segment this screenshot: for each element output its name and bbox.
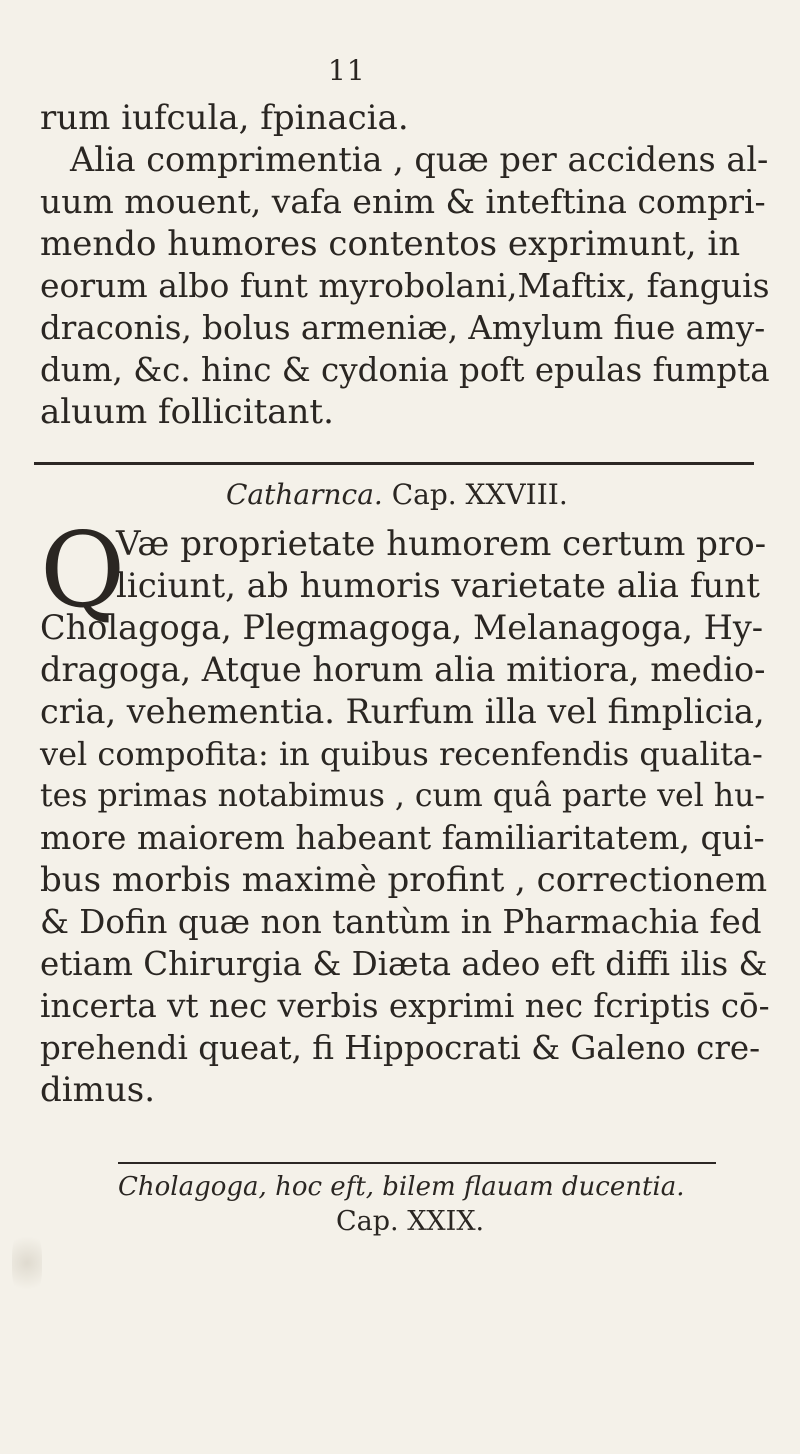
page-number: 11: [328, 54, 366, 87]
text-line: Væ proprietate humorem certum pro-: [116, 524, 767, 564]
section-heading: [226, 478, 568, 511]
text-line: dimus.: [40, 1070, 156, 1110]
section-heading: [118, 1172, 685, 1202]
text-line: mendo humores contentos exprimunt, in: [40, 224, 741, 264]
text-line: dum, &c. hinc & cydonia poft epulas fumpta: [40, 351, 770, 389]
text-line: aluum follicitant.: [40, 392, 334, 432]
paper-stain: [12, 1228, 42, 1298]
text-line: cria, vehementia. Rurfum illa vel fimplicia,: [40, 692, 765, 731]
section-divider: [118, 1162, 716, 1164]
text-line: dragoga, Atque horum alia mitiora, medio-: [40, 650, 766, 689]
chapter-number: Cap. XXIX.: [336, 1206, 485, 1237]
text-line: tes primas notabimus , cum quâ parte vel hu-: [40, 778, 766, 814]
text-line: draconis, bolus armeniæ, Amylum fiue amy-: [40, 309, 766, 347]
section-divider: [34, 462, 754, 465]
text-line: etiam Chirurgia & Diæta adeo eft diffi ilis &: [40, 945, 768, 983]
text-line: rum iufcula, fpinacia.: [40, 98, 409, 138]
text-line: prehendi queat, fi Hippocrati & Galeno cre-: [40, 1029, 761, 1067]
text-line: uum mouent, vafa enim & inteftina compri-: [40, 182, 766, 221]
text-line: bus morbis maximè profint , correctionem: [40, 860, 768, 900]
text-line: Cholagoga, Plegmagoga, Melanagoga, Hy-: [40, 608, 764, 647]
text-line: vel compofita: in quibus recenfendis qualita-: [40, 735, 763, 773]
text-line: & Dofin quæ non tantùm in Pharmachia fed: [40, 903, 762, 941]
section-title: Cholagoga, hoc eft, bilem flauam ducentia.: [118, 1172, 685, 1202]
section-title: Catharnca.: [226, 478, 383, 511]
text-line: liciunt, ab humoris varietate alia funt: [116, 566, 760, 606]
text-line: more maiorem habeant familiaritatem, qui-: [40, 818, 765, 857]
drop-cap: Q: [40, 509, 126, 631]
text-line: eorum albo funt myrobolani,Maftix, fanguis: [40, 266, 770, 305]
chapter-number: Cap. XXVIII.: [391, 478, 568, 511]
text-line: Alia comprimentia , quæ per accidens al-: [70, 140, 769, 179]
text-line: incerta vt nec verbis exprimi nec fcriptis cō-: [40, 987, 770, 1025]
